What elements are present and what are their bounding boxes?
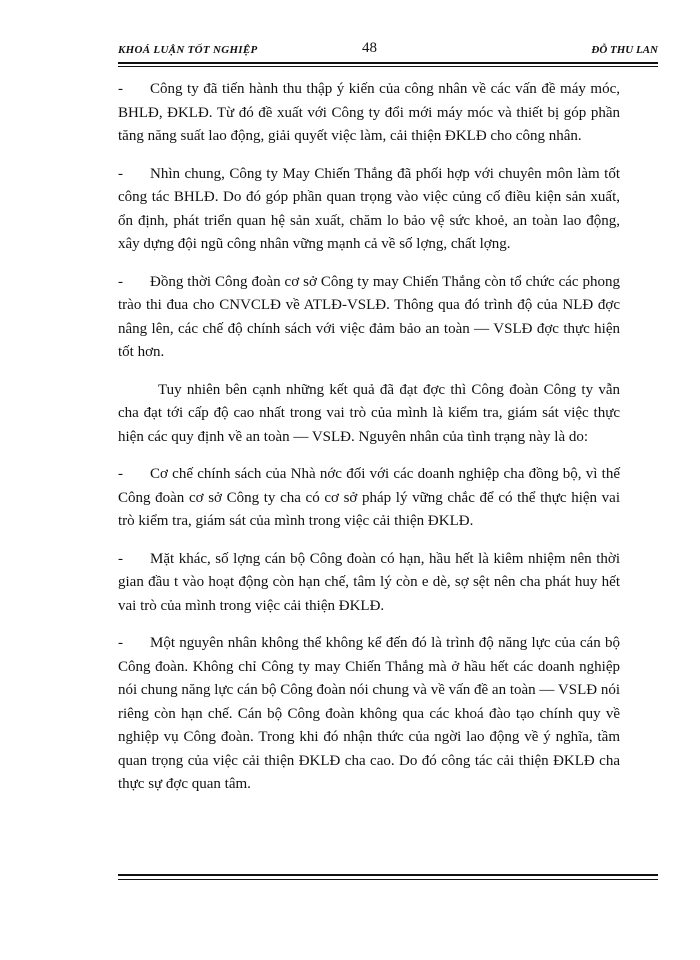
paragraph-policy-mechanism xyxy=(118,463,620,534)
bullet-dash: - xyxy=(118,466,123,482)
bullet-dash: - xyxy=(118,165,123,182)
paragraph-text: Công ty đã tiến hành thu thập ý kiến của công nhân về các vấn đề máy móc, BHLĐ, ĐKLĐ. Từ đó đề xuất với Công ty đổi mới máy móc và thiết bị góp phần tăng năng suất lao động, giải quyết việc làm, cải thiện ĐKLĐ cho công nhân. xyxy=(118,81,620,144)
bullet-dash: - xyxy=(118,273,123,290)
header-author-name: ĐỖ THU LAN xyxy=(591,44,658,56)
bullet-dash: - xyxy=(118,635,123,651)
page-number: 48 xyxy=(362,40,377,56)
footer-rule-thick xyxy=(118,874,658,876)
header-rule-thin xyxy=(118,66,658,67)
paragraph-text: Tuy nhiên bên cạnh những kết quả đã đạt đợc thì Công đoàn Công ty vẫn cha đạt tới cấp độ cao nhất trong vai trò của mình là kiểm tra, giám sát việc thực hiện các quy định về an toàn — VSLĐ. Nguyên nhân của tình trạng này là do: xyxy=(118,381,620,445)
paragraph-limitations-intro xyxy=(118,379,620,450)
paragraph-text: Mặt khác, số lợng cán bộ Công đoàn có hạn, hầu hết là kiêm nhiệm nên thời gian đầu t vào hoạt động còn hạn chế, tâm lý còn e dè, sợ sệt nên cha phát huy hết vai trò của mình trong việc cải thiện ĐKLĐ. xyxy=(118,550,620,614)
paragraph-overall-assessment xyxy=(118,163,620,257)
paragraph-survey-opinions xyxy=(118,78,620,149)
paragraph-limited-staff xyxy=(118,548,620,619)
paragraph-text: Một nguyên nhân không thể không kể đến đó là trình độ năng lực của cán bộ Công đoàn. Không chỉ Công ty may Chiến Thắng mà ở hầu hết các doanh nghiệp nói chung năng lực cán bộ Công đoàn nói chung và về vấn đề an toàn — VSLĐ nói riêng còn hạn chế. Cán bộ Công đoàn không qua các khoá đào tạo chính quy về nghiệp vụ Công đoàn. Trong khi đó nhận thức của ngời lao động về ý nghĩa, tầm quan trọng của việc cải thiện ĐKLĐ cha cao. Do đó công tác cải thiện ĐKLĐ cha thực sự đợc quan tâm. xyxy=(118,635,620,792)
bullet-dash: - xyxy=(118,550,123,567)
paragraph-text: Đồng thời Công đoàn cơ sở Công ty may Chiến Thắng còn tổ chức các phong trào thi đua cho CNVCLĐ về ATLĐ-VSLĐ. Thông qua đó trình độ của NLĐ đợc nâng lên, các chế độ chính sách với việc đảm bảo an toàn — VSLĐ đợc thực hiện tốt hơn. xyxy=(118,273,620,360)
paragraph-text: Cơ chế chính sách của Nhà nớc đối với các doanh nghiệp cha đồng bộ, vì thế Công đoàn cơ sở Công ty cha có cơ sở pháp lý vững chắc để có thể thực hiện vai trò kiểm tra, giám sát của mình trong việc cải thiện ĐKLĐ. xyxy=(118,466,620,529)
body-text xyxy=(118,78,620,811)
page-header xyxy=(118,38,658,64)
header-rule-thick xyxy=(118,62,658,64)
paragraph-staff-capacity xyxy=(118,632,620,797)
header-thesis-label: KHOÁ LUẬN TỐT NGHIỆP xyxy=(118,44,258,56)
bullet-dash: - xyxy=(118,81,123,97)
paragraph-text: Nhìn chung, Công ty May Chiến Thắng đã phối hợp với chuyên môn làm tốt công tác BHLĐ. Do đó góp phần quan trọng vào việc củng cố điều kiện sản xuất, ổn định, phát triển quan hệ sản xuất, chăm lo bảo vệ sức khoẻ, an toàn lao động, xây dựng đội ngũ công nhân vững mạnh cả về số lợng, chất lợng. xyxy=(118,165,620,252)
paragraph-emulation-movements xyxy=(118,271,620,365)
footer-rule-thin xyxy=(118,879,658,880)
